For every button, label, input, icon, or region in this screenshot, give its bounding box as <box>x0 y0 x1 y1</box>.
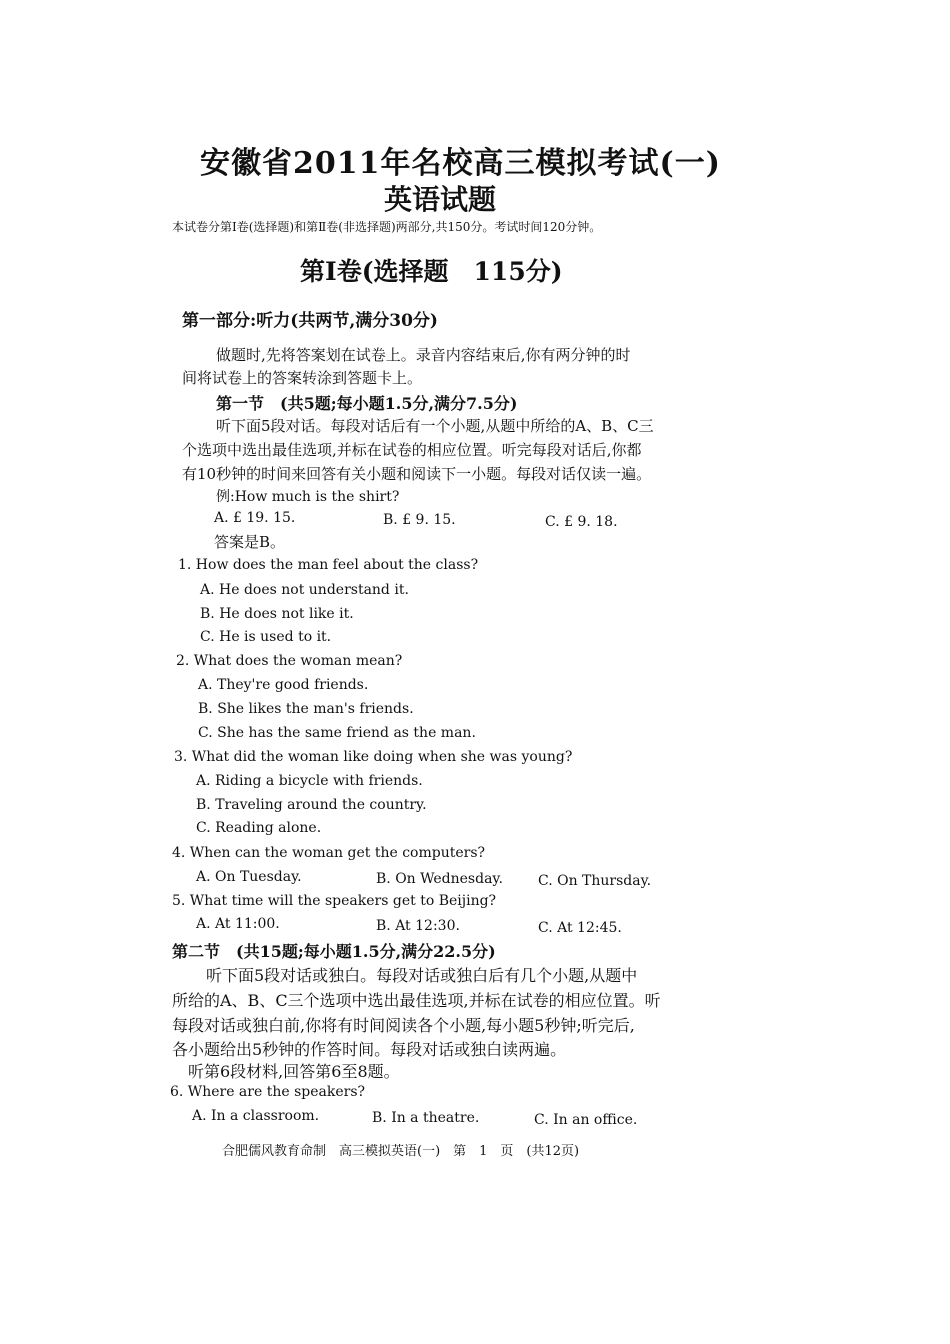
page-footer: 合肥儒风教育命制 高三模拟英语(一) 第 1 页 (共12页) <box>222 1144 580 1159</box>
option-3c: C. Reading alone. <box>196 820 322 836</box>
option-4c: C. On Thursday. <box>538 873 652 889</box>
section2-instr-line: 各小题给出5秒钟的作答时间。每段对话或独白读两遍。 <box>172 1040 567 1059</box>
instructions-line: 做题时,先将答案划在试卷上。录音内容结束后,你有两分钟的时 <box>216 346 631 364</box>
question-3: 3. What did the woman like doing when she was young? <box>174 749 573 765</box>
question-5: 5. What time will the speakers get to Beijing? <box>172 893 497 909</box>
example-question: 例:How much is the shirt? <box>216 489 400 505</box>
section2-instr-line: 听下面5段对话或独白。每段对话或独白后有几个小题,从题中 <box>206 966 638 985</box>
exam-subtitle: 英语试题 <box>384 183 497 216</box>
part1-heading: 第Ⅰ卷(选择题 115分) <box>300 257 563 286</box>
section2-instr-line: 每段对话或独白前,你将有时间阅读各个小题,每小题5秒钟;听完后, <box>172 1016 635 1035</box>
section1-instr-line: 个选项中选出最佳选项,并标在试卷的相应位置。听完每段对话后,你都 <box>182 441 642 459</box>
example-option: C. £ 9. 18. <box>545 514 618 530</box>
example-option: B. £ 9. 15. <box>383 512 456 528</box>
example-answer: 答案是B。 <box>214 533 286 551</box>
section1-heading: 第一节 (共5题;每小题1.5分,满分7.5分) <box>216 394 518 413</box>
section1-instr-line: 听下面5段对话。每段对话后有一个小题,从题中所给的A、B、C三 <box>216 417 654 435</box>
question-1: 1. How does the man feel about the class? <box>178 557 479 573</box>
exam-title: 安徽省2011年名校高三模拟考试(一) <box>200 146 721 181</box>
option-3a: A. Riding a bicycle with friends. <box>196 773 423 789</box>
option-1c: C. He is used to it. <box>200 629 332 645</box>
option-3b: B. Traveling around the country. <box>196 797 427 813</box>
section2-heading: 第二节 (共15题;每小题1.5分,满分22.5分) <box>172 942 496 961</box>
option-1a: A. He does not understand it. <box>200 582 409 598</box>
option-4a: A. On Tuesday. <box>196 869 302 885</box>
section2-instr-line: 所给的A、B、C三个选项中选出最佳选项,并标在试卷的相应位置。听 <box>172 991 661 1010</box>
exam-intro: 本试卷分第Ⅰ卷(选择题)和第Ⅱ卷(非选择题)两部分,共150分。考试时间120分钟。 <box>172 220 602 234</box>
option-4b: B. On Wednesday. <box>376 871 503 887</box>
option-2a: A. They're good friends. <box>198 677 369 693</box>
example-option: A. £ 19. 15. <box>214 510 296 526</box>
option-5c: C. At 12:45. <box>538 920 622 936</box>
question-6: 6. Where are the speakers? <box>170 1084 366 1100</box>
option-2c: C. She has the same friend as the man. <box>198 725 476 741</box>
section1-instr-line: 有10秒钟的时间来回答有关小题和阅读下一小题。每段对话仅读一遍。 <box>182 465 652 483</box>
question-2: 2. What does the woman mean? <box>176 653 403 669</box>
instructions-line: 间将试卷上的答案转涂到答题卡上。 <box>182 369 423 387</box>
material-instruction: 听第6段材料,回答第6至8题。 <box>188 1062 400 1081</box>
listening-heading: 第一部分:听力(共两节,满分30分) <box>182 311 438 331</box>
option-6b: B. In a theatre. <box>372 1110 480 1126</box>
question-4: 4. When can the woman get the computers? <box>172 845 486 861</box>
option-6a: A. In a classroom. <box>192 1108 320 1124</box>
option-5b: B. At 12:30. <box>376 918 460 934</box>
option-6c: C. In an office. <box>534 1112 638 1128</box>
option-1b: B. He does not like it. <box>200 606 354 622</box>
option-2b: B. She likes the man's friends. <box>198 701 414 717</box>
option-5a: A. At 11:00. <box>196 916 280 932</box>
